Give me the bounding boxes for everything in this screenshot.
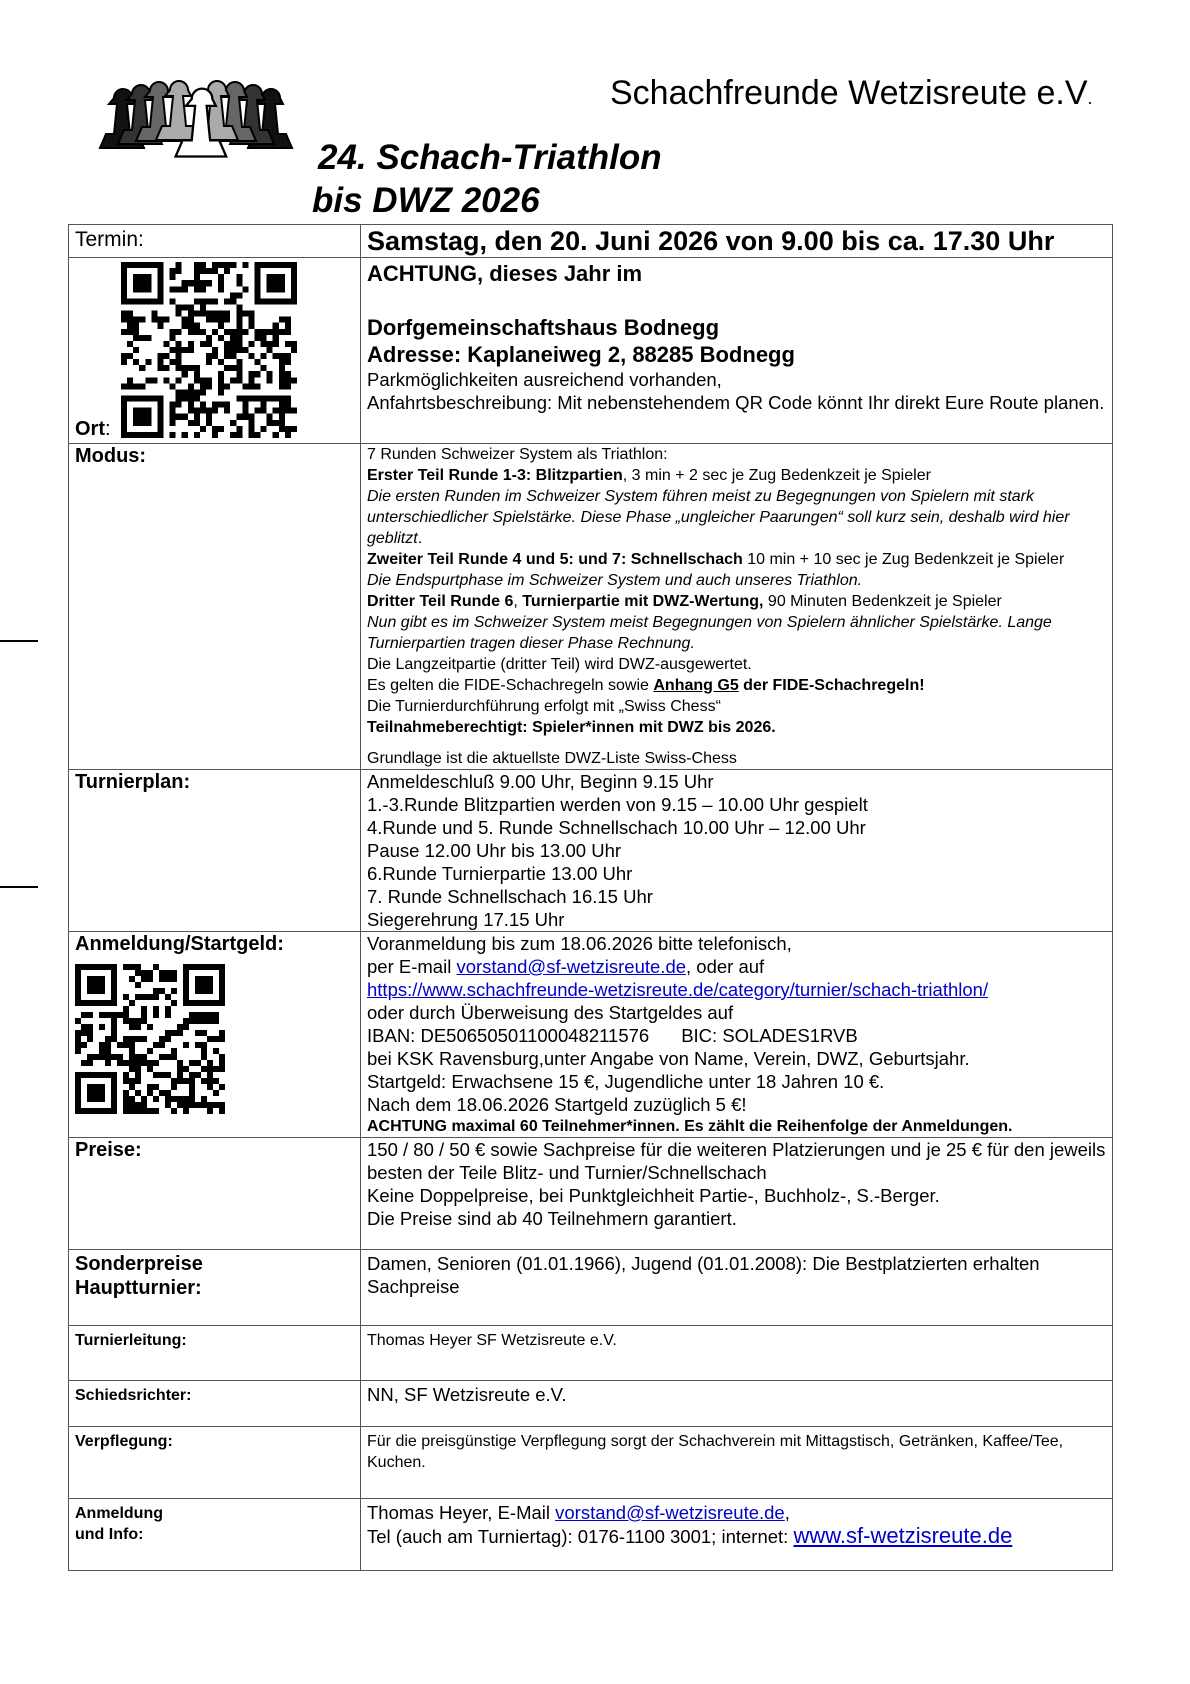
- page-subtitle: bis DWZ 2026: [312, 181, 540, 220]
- ort-label: Ort:: [75, 418, 111, 440]
- row-anmeldung: [69, 932, 1113, 1138]
- modus-eligible: Teilnahmeberechtigt: Spieler*innen mit DWZ bis 2026.: [367, 719, 776, 736]
- row-sonderpreise: [69, 1250, 1113, 1326]
- verpflegung-text: Für die preisgünstige Verpflegung sorgt der Schachverein mit Mittagstisch, Getränken, Kaffee/Tee, Kuchen.: [367, 1433, 1064, 1471]
- row-turnierplan: [69, 770, 1113, 932]
- modus-intro: 7 Runden Schweizer System als Triathlon:: [367, 446, 668, 463]
- modus-part2: Zweiter Teil Runde 4 und 5: und 7: Schnellschach 10 min + 10 sec je Zug Bedenkzeit je Spieler: [367, 551, 1065, 568]
- ort-address: Adresse: Kaplaneiweg 2, 88285 Bodnegg: [367, 342, 795, 367]
- registration-qr-code-icon: [75, 964, 225, 1114]
- row-termin: [69, 225, 1113, 258]
- row-ort: [69, 258, 1113, 444]
- row-preise: [69, 1138, 1113, 1250]
- preise-line: 150 / 80 / 50 € sowie Sachpreise für die weiteren Platzierungen und je 25 € für den jeweils besten der Teile Blitz- und Turnier/Schnellschach: [367, 1139, 1106, 1183]
- info-label: Anmeldung: [75, 1505, 163, 1522]
- info-phone-line: Tel (auch am Turniertag): 0176-1100 3001; internet: www.sf-wetzisreute.de: [367, 1523, 1013, 1548]
- schedule-line: Pause 12.00 Uhr bis 13.00 Uhr: [367, 840, 622, 861]
- turnierleitung-label: Turnierleitung:: [75, 1332, 187, 1349]
- info-email-link[interactable]: vorstand@sf-wetzisreute.de: [555, 1502, 785, 1523]
- modus-part2-note: Die Endspurtphase im Schweizer System und auch unseres Triathlon.: [367, 572, 863, 589]
- ort-attention: ACHTUNG, dieses Jahr im: [367, 261, 643, 286]
- termin-value: Samstag, den 20. Juni 2026 von 9.00 bis ca. 17.30 Uhr: [367, 226, 1055, 256]
- modus-fide-rules: Es gelten die FIDE-Schachregeln sowie Anhang G5 der FIDE-Schachregeln!: [367, 677, 925, 694]
- schedule-line: 4.Runde und 5. Runde Schnellschach 10.00 Uhr – 12.00 Uhr: [367, 817, 866, 838]
- preise-label: Preise:: [75, 1139, 142, 1161]
- ort-directions: Anfahrtsbeschreibung: Mit nebenstehendem QR Code könnt Ihr direkt Eure Route planen.: [367, 392, 1105, 413]
- info-label: und Info:: [75, 1526, 144, 1543]
- schedule-line: 6.Runde Turnierpartie 13.00 Uhr: [367, 863, 633, 884]
- ort-venue: Dorfgemeinschaftshaus Bodnegg: [367, 315, 720, 340]
- row-schiedsrichter: [69, 1381, 1113, 1427]
- page-title: 24. Schach-Triathlon: [318, 138, 662, 177]
- schedule-line: 1.-3.Runde Blitzpartien werden von 9.15 – 10.00 Uhr gespielt: [367, 794, 868, 815]
- anmeldung-line: bei KSK Ravensburg,unter Angabe von Name, Verein, DWZ, Geburtsjahr.: [367, 1048, 970, 1069]
- modus-dwz-note: Die Langzeitpartie (dritter Teil) wird DWZ-ausgewertet.: [367, 656, 752, 673]
- chess-pawns-logo-icon: [96, 70, 296, 180]
- anmeldung-late-fee: Nach dem 18.06.2026 Startgeld zuzüglich 5 €!: [367, 1094, 747, 1115]
- row-modus: [69, 444, 1113, 770]
- row-info: [69, 1499, 1113, 1571]
- fold-mark: [0, 640, 38, 642]
- schedule-line: Siegerehrung 17.15 Uhr: [367, 909, 565, 930]
- tournament-url-link[interactable]: https://www.schachfreunde-wetzisreute.de/category/turnier/schach-triathlon/: [367, 979, 989, 1000]
- anmeldung-attention: ACHTUNG maximal 60 Teilnehmer*innen. Es zählt die Reihenfolge der Anmeldungen.: [367, 1118, 1013, 1135]
- bank-details: IBAN: DE50650501100048211576 BIC: SOLADES1RVB: [367, 1025, 858, 1046]
- anmeldung-line: Voranmeldung bis zum 18.06.2026 bitte telefonisch,: [367, 933, 792, 954]
- row-turnierleitung: [69, 1326, 1113, 1381]
- anmeldung-line: oder durch Überweisung des Startgeldes auf: [367, 1002, 734, 1023]
- modus-swiss-chess: Die Turnierdurchführung erfolgt mit „Swiss Chess“: [367, 698, 721, 715]
- sonderpreise-text: Damen, Senioren (01.01.1966), Jugend (01.01.2008): Die Bestplatzierten erhalten Sachpreise: [367, 1253, 1040, 1297]
- preise-line: Keine Doppelpreise, bei Punktgleichheit Partie-, Buchholz-, S.-Berger.: [367, 1185, 940, 1206]
- modus-part3-note: Nun gibt es im Schweizer System meist Begegnungen von Spielern ähnlicher Spielstärke. Lange Turnierpartien tragen dieser Phase Rechnung.: [367, 614, 1052, 652]
- turnierplan-label: Turnierplan:: [75, 771, 191, 793]
- schiedsrichter-text: NN, SF Wetzisreute e.V.: [367, 1384, 567, 1405]
- website-link[interactable]: www.sf-wetzisreute.de: [793, 1523, 1013, 1548]
- modus-part1-note: Die ersten Runden im Schweizer System führen meist zu Begegnungen von Spielern mit stark unterschiedlicher Spielstärke. Diese Phase „ungleicher Paarungen“ soll kurz sein, deshalb wird hier geblitzt.: [367, 488, 1070, 547]
- sonderpreise-label: Hauptturnier:: [75, 1277, 202, 1299]
- termin-label: Termin:: [75, 228, 144, 251]
- modus-basis: Grundlage ist die aktuellste DWZ-Liste Swiss-Chess: [367, 750, 737, 767]
- anmeldung-label: Anmeldung/Startgeld:: [75, 933, 284, 955]
- anmeldung-fee: Startgeld: Erwachsene 15 €, Jugendliche unter 18 Jahren 10 €.: [367, 1071, 885, 1092]
- anmeldung-email-line: per E-mail vorstand@sf-wetzisreute.de, oder auf: [367, 956, 765, 977]
- row-verpflegung: [69, 1427, 1113, 1499]
- fide-appendix-link[interactable]: Anhang G5: [653, 677, 739, 694]
- ort-parking: Parkmöglichkeiten ausreichend vorhanden,: [367, 369, 722, 390]
- schiedsrichter-label: Schiedsrichter:: [75, 1387, 192, 1404]
- route-qr-code-icon: [119, 262, 299, 438]
- modus-label: Modus:: [75, 445, 147, 467]
- modus-part3: Dritter Teil Runde 6, Turnierpartie mit DWZ-Wertung, 90 Minuten Bedenkzeit je Spieler: [367, 593, 1002, 610]
- verpflegung-label: Verpflegung:: [75, 1433, 173, 1450]
- organization-name: Schachfreunde Wetzisreute e.V.: [610, 74, 1093, 112]
- fold-mark: [0, 886, 38, 888]
- modus-part1: Erster Teil Runde 1-3: Blitzpartien, 3 min + 2 sec je Zug Bedenkzeit je Spieler: [367, 467, 931, 484]
- preise-line: Die Preise sind ab 40 Teilnehmern garantiert.: [367, 1208, 737, 1229]
- info-contact-line: Thomas Heyer, E-Mail vorstand@sf-wetzisreute.de,: [367, 1502, 790, 1523]
- email-link[interactable]: vorstand@sf-wetzisreute.de: [456, 956, 687, 977]
- schedule-line: 7. Runde Schnellschach 16.15 Uhr: [367, 886, 653, 907]
- schedule-line: Anmeldeschluß 9.00 Uhr, Beginn 9.15 Uhr: [367, 771, 714, 792]
- info-table: [68, 224, 1113, 1571]
- sonderpreise-label: Sonderpreise: [75, 1253, 203, 1275]
- turnierleitung-text: Thomas Heyer SF Wetzisreute e.V.: [367, 1332, 617, 1349]
